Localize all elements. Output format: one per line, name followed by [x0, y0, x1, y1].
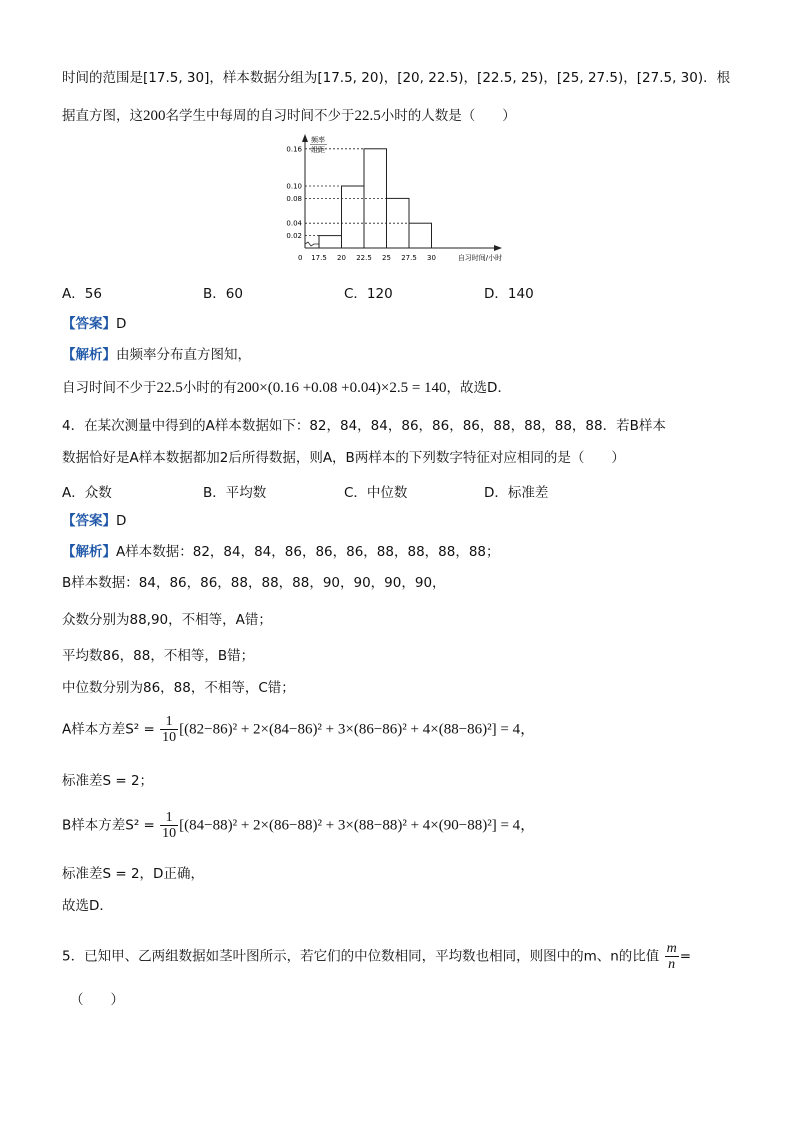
- q4-stem-line1: 4．在某次测量中得到的A样本数据如下：82，84，84，86，86，86，88，88，88，88．若B样本: [62, 418, 666, 434]
- q4-median: 中位数分别为86，88，不相等，C错；: [62, 680, 295, 696]
- variance-label: B样本方差S² =: [62, 817, 155, 834]
- q4-a-std: 标准差S = 2；: [62, 773, 154, 789]
- calc-threshold: 22.5: [156, 380, 183, 396]
- q3-threshold: 22.5: [354, 108, 381, 124]
- x-tick-label: 27.5: [401, 254, 417, 262]
- q4-analysis-a: [62, 542, 500, 562]
- q4-option-d: D．标准差: [484, 485, 549, 501]
- y-tick-label: 0.02: [286, 232, 302, 241]
- q4-option-b: B．平均数: [203, 485, 267, 501]
- variance-expression: [(84−88)² + 2×(86−88)² + 3×(88−88)² + 4×(90−88)²] = 4，: [179, 817, 536, 834]
- x-axis-label: 自习时间/小时: [457, 254, 503, 262]
- a-sample-data: A样本数据：82，84，84，86，86，86，88，88，88，88；: [116, 544, 500, 560]
- calc-expression: 200×(0.16 +0.08 +0.04)×2.5 = 140: [236, 380, 447, 396]
- axis-break-mark: [305, 242, 319, 246]
- variance-label: A样本方差S² =: [62, 721, 155, 738]
- answer-value: D: [116, 513, 127, 529]
- q3-text: 小时的人数是（ ）: [380, 108, 516, 124]
- variance-expression: [(82−86)² + 2×(84−86)² + 3×(86−86)² + 4×(88−86)²] = 4，: [179, 721, 536, 738]
- y-tick-label: 0.16: [286, 145, 302, 154]
- fraction-denominator: 10: [162, 730, 177, 745]
- fraction-numerator: m: [666, 941, 677, 956]
- q4-a-variance: [62, 714, 535, 745]
- q5-text: 5．已知甲、乙两组数据如茎叶图所示，若它们的中位数相同，平均数也相同，则图中的m、n的比值: [62, 948, 660, 965]
- origin-label: 0: [298, 254, 303, 262]
- equals-sign: =: [679, 948, 692, 965]
- q4-conclusion: 故选D．: [62, 898, 113, 914]
- fraction-numerator: 1: [160, 810, 178, 826]
- y-tick-label: 0.04: [286, 219, 302, 228]
- fraction-denominator: 10: [162, 826, 177, 841]
- histogram-bar: [409, 223, 432, 248]
- y-axis-arrow: [302, 134, 308, 142]
- analysis-tag: 【解析】: [62, 544, 116, 560]
- answer-tag: 【答案】: [62, 513, 116, 529]
- q4-option-a: A．众数: [62, 485, 112, 501]
- fraction-one-tenth: [160, 810, 178, 841]
- histogram-bar: [319, 236, 342, 248]
- histogram-bar: [364, 149, 387, 248]
- q3-option-b: B．60: [203, 286, 243, 302]
- q4-answer: [62, 511, 126, 531]
- q3-answer: [62, 314, 126, 334]
- x-tick-label: 30: [427, 254, 436, 262]
- q4-b-std: 标准差S = 2，D正确，: [62, 866, 204, 882]
- histogram-bar: [342, 186, 365, 248]
- q5-blank: （ ）: [70, 992, 124, 1008]
- fraction-denominator: n: [668, 957, 676, 972]
- q3-text: 名学生中每周的自习时间不少于: [165, 108, 355, 124]
- y-axis-label-top: 频率: [311, 136, 325, 144]
- q3-option-d: D．140: [484, 286, 534, 302]
- q4-option-c: C．中位数: [344, 485, 408, 501]
- calc-text: 小时的有: [182, 380, 237, 396]
- y-tick-label: 0.10: [286, 182, 302, 191]
- q4-stem-line2: 数据恰好是A样本数据都加2后所得数据，则A，B两样本的下列数字特征对应相同的是（ ）: [62, 450, 625, 466]
- q4-b-sample-data: B样本数据：84，86，86，88，88，88，90，90，90，90，: [62, 575, 446, 591]
- fraction-numerator: 1: [160, 714, 178, 730]
- x-tick-label: 22.5: [356, 254, 372, 262]
- fraction-one-tenth: [160, 714, 178, 745]
- analysis-tag: 【解析】: [62, 347, 116, 363]
- q4-b-variance: [62, 810, 535, 841]
- q4-mode: 众数分别为88,90，不相等，A错；: [62, 612, 272, 628]
- q3-intro-line1: 时间的范围是[17.5, 30]，样本数据分组为[17.5, 20)，[20, 22.5)，[22.5, 25)，[25, 27.5)，[27.5, 30)．根: [62, 70, 731, 86]
- x-tick-label: 17.5: [311, 254, 327, 262]
- x-tick-label: 25: [382, 254, 391, 262]
- q3-option-a: A．56: [62, 286, 102, 302]
- answer-value: D: [116, 316, 127, 332]
- calc-conclusion: ，故选D．: [446, 380, 511, 396]
- y-tick-label: 0.08: [286, 194, 302, 203]
- x-axis-arrow: [494, 245, 502, 251]
- answer-tag: 【答案】: [62, 316, 116, 332]
- q3-text: 据直方图，这: [62, 108, 143, 124]
- calc-text: 自习时间不少于: [62, 380, 157, 396]
- q3-option-c: C．120: [344, 286, 393, 302]
- q3-intro-line2: [62, 106, 516, 126]
- x-tick-label: 20: [337, 254, 346, 262]
- y-axis-label-bottom: 组距: [311, 146, 325, 154]
- q4-mean: 平均数86，88，不相等，B错；: [62, 648, 255, 664]
- analysis-text: 由频率分布直方图知，: [116, 347, 251, 363]
- q5-stem: [62, 941, 691, 972]
- q3-sample-size: 200: [143, 108, 166, 124]
- frequency-histogram: [278, 130, 528, 275]
- q3-analysis: [62, 345, 251, 365]
- fraction-m-over-n: [665, 941, 679, 972]
- q3-calculation: [62, 378, 511, 398]
